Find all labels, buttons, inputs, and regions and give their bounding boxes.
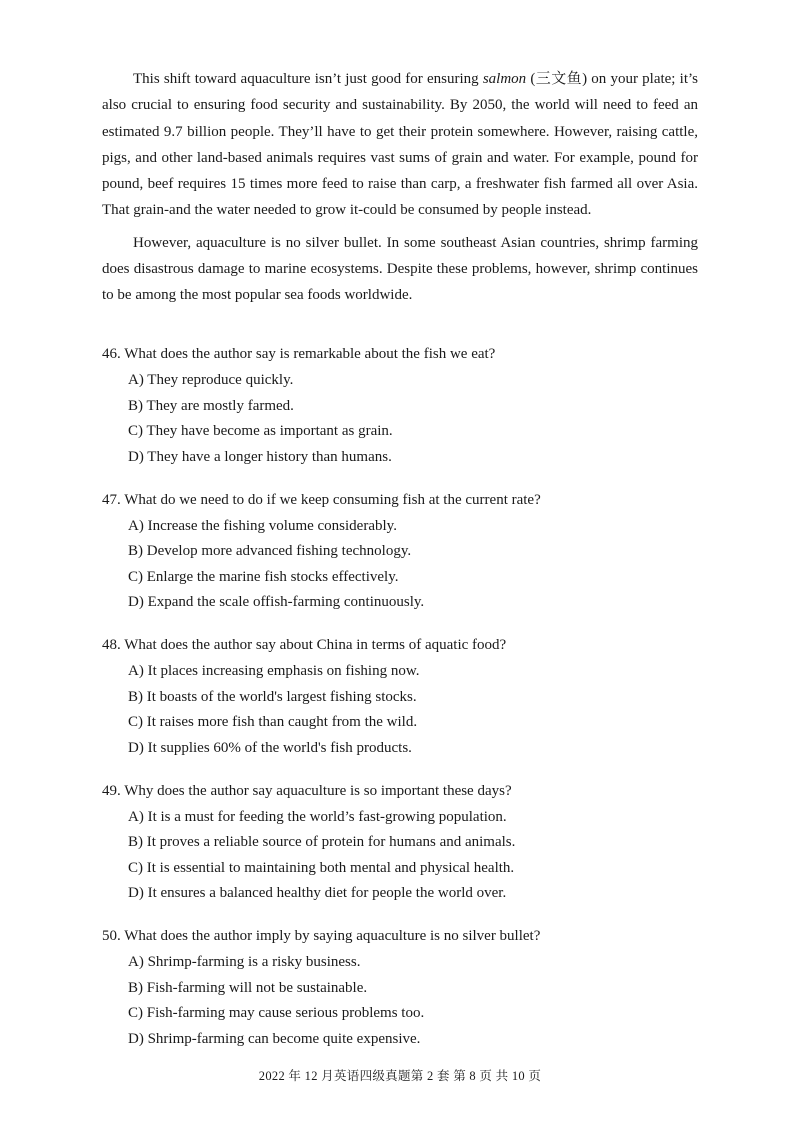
option-c: C) Fish-farming may cause serious problems too. xyxy=(128,1005,425,1021)
question-48 xyxy=(102,634,702,761)
option-b: B) It proves a reliable source of protein for humans and animals. xyxy=(128,834,516,850)
option-d: D) It supplies 60% of the world's fish products. xyxy=(128,739,412,756)
option-d: D) Shrimp-farming can become quite expensive. xyxy=(128,1030,421,1047)
passage-paragraph-2: However, aquaculture is no silver bullet. In some southeast Asian countries, shrimp farming does disastrous damage to marine ecosystems. Despite these problems, however, shrimp continues to be among the most popular sea foods worldwide. xyxy=(102,234,698,304)
question-list xyxy=(102,343,702,1071)
option-d: D) It ensures a balanced healthy diet for people the world over. xyxy=(128,885,507,901)
option-b: B) Develop more advanced fishing technology. xyxy=(128,543,412,559)
option-a: A) It is a must for feeding the world’s fast-growing population. xyxy=(128,808,507,825)
question-stem: 50. What does the author imply by saying aquaculture is no silver bullet? xyxy=(102,928,541,944)
option-d: D) Expand the scale offish-farming continuously. xyxy=(128,594,425,610)
option-a: A) Increase the fishing volume considerably. xyxy=(128,517,397,534)
option-c: C) It is essential to maintaining both mental and physical health. xyxy=(128,859,515,876)
page-footer: 2022 年 12 月英语四级真题第 2 套 第 8 页 共 10 页 xyxy=(258,1069,542,1083)
passage-text: This shift toward aquaculture isn’t just good for ensuring xyxy=(133,71,483,87)
option-c: C) Enlarge the marine fish stocks effectively. xyxy=(128,568,399,585)
question-46 xyxy=(102,343,702,470)
reading-passage xyxy=(102,66,698,309)
option-c: C) They have become as important as grain. xyxy=(128,423,393,439)
option-a: A) Shrimp-farming is a risky business. xyxy=(128,954,361,970)
question-50 xyxy=(102,925,702,1052)
question-stem: 48. What does the author say about China in terms of aquatic food? xyxy=(102,637,507,653)
option-b: B) It boasts of the world's largest fishing stocks. xyxy=(128,688,417,705)
option-b: B) They are mostly farmed. xyxy=(128,397,294,414)
question-stem: 47. What do we need to do if we keep consuming fish at the current rate? xyxy=(102,491,541,508)
question-stem: 46. What does the author say is remarkable about the fish we eat? xyxy=(102,346,496,362)
passage-italic-term: salmon xyxy=(482,71,527,87)
question-stem: 49. Why does the author say aquaculture is so important these days? xyxy=(102,782,512,799)
passage-text: (三文鱼) on your plate; it’s also crucial to ensuring food security and sustainability. By 2050, the world will need to feed an estimated 9.7 billion people. They’ll have to get their protein somewhere. However, raising cattle, pigs, and other land-based animals requires vast sums of grain and water. For example, pound for pound, beef requires 15 times more feed to raise than carp, a freshwater fish farmed all over Asia. That grain-and the water needed to grow it-could be consumed by people instead. xyxy=(102,71,698,219)
option-a: A) They reproduce quickly. xyxy=(128,372,294,388)
passage-paragraph-1 xyxy=(102,66,698,224)
option-c: C) It raises more fish than caught from the wild. xyxy=(128,714,418,730)
question-47 xyxy=(102,489,702,616)
option-d: D) They have a longer history than humans. xyxy=(128,448,392,465)
question-49 xyxy=(102,780,702,907)
option-a: A) It places increasing emphasis on fishing now. xyxy=(128,663,420,679)
option-b: B) Fish-farming will not be sustainable. xyxy=(128,979,368,996)
